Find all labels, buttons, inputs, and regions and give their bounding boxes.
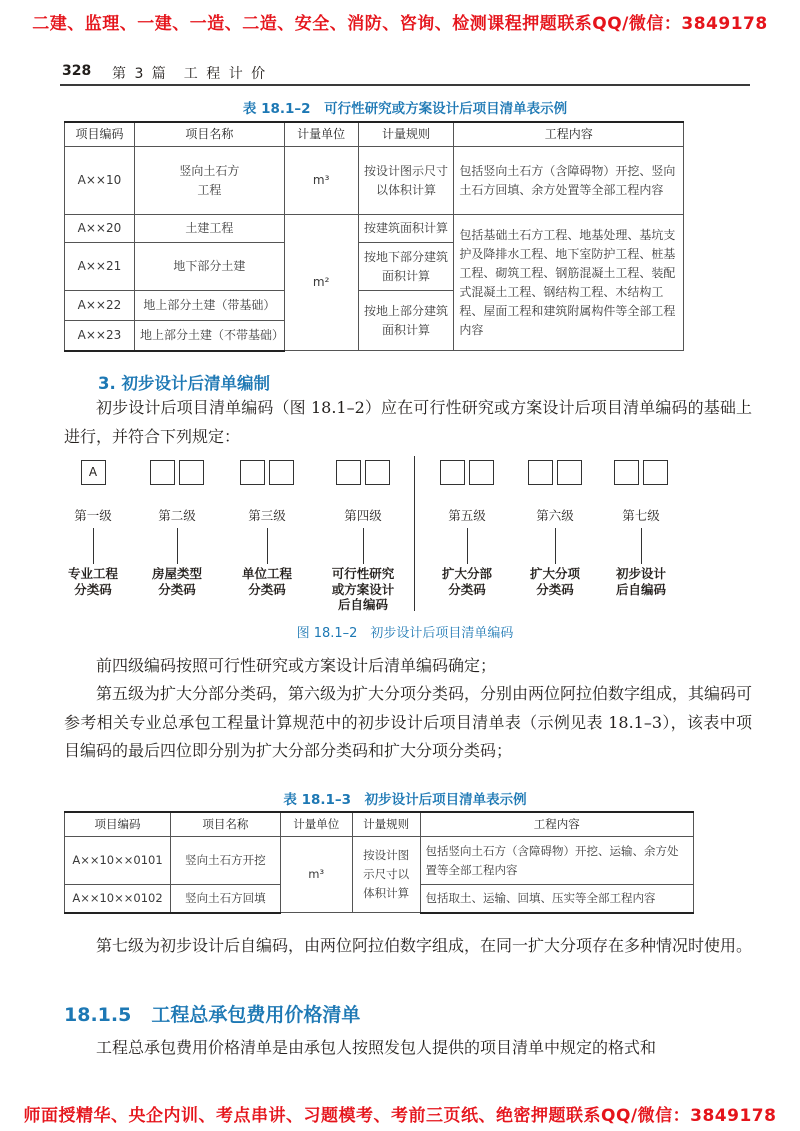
code-box: A	[81, 460, 106, 485]
code-box	[240, 460, 265, 485]
bottom-ad-banner: 师面授精华、央企内训、考点串讲、习题模考、考前三页纸、绝密押题联系QQ/微信：3849178	[23, 1106, 777, 1126]
table1-cell-code: A××20	[65, 215, 135, 243]
level-column-4	[328, 456, 398, 612]
table1-cell-rule: 按建筑面积计算	[358, 215, 454, 243]
table1-cell-name: 地上部分土建（带基础）	[134, 291, 284, 321]
table1-header-name: 项目名称	[134, 122, 284, 147]
table2-cell-name: 竖向土石方开挖	[170, 837, 280, 885]
level-desc: 扩大分部 分类码	[441, 566, 492, 597]
table1-cell-name: 地下部分土建	[134, 243, 284, 291]
table1-header-rule: 计量规则	[358, 122, 454, 147]
table1-caption: 表 18.1–2 可行性研究或方案设计后项目清单表示例	[242, 101, 568, 117]
connector-line	[363, 528, 364, 564]
paragraph: 第七级为初步设计后自编码，由两位阿拉伯数字组成，在同一扩大分项存在多种情况时使用。	[96, 936, 753, 955]
table1-cell-name: 地上部分土建（不带基础）	[134, 321, 284, 351]
table1-cell-code: A××10	[65, 147, 135, 215]
code-box	[336, 460, 361, 485]
table2-header-row	[65, 812, 694, 837]
code-box	[557, 460, 582, 485]
table-row	[65, 147, 684, 215]
level-desc: 单位工程 分类码	[241, 566, 292, 597]
top-ad-banner: 二建、监理、一建、一造、二造、安全、消防、咨询、检测课程押题联系QQ/微信：3849178	[32, 14, 768, 34]
table1-merged-unit: m²	[284, 215, 358, 351]
level-desc: 可行性研究 或方案设计 后自编码	[331, 566, 395, 612]
paragraph: 前四级编码按照可行性研究或方案设计后清单编码确定；	[96, 656, 497, 675]
level-label: 第四级	[344, 508, 382, 523]
connector-line	[267, 528, 268, 564]
level-label: 第三级	[248, 508, 286, 523]
paragraph: 工程总承包费用价格清单是由承包人按照发包人提供的项目清单中规定的格式和	[96, 1038, 657, 1057]
paragraph: 第五级为扩大分部分类码，第六级为扩大分项分类码，分别由两位阿拉伯数字组成，其编码可参考相关专业总承包工程量计算规范中的初步设计后项目清单表（示例见表 18.1–3），该表中项目编码的最后四位即分别为扩大分部分类码和扩大分项分类码；	[64, 684, 753, 760]
level-desc: 扩大分项 分类码	[529, 566, 580, 597]
level-column-6	[520, 456, 590, 606]
table1-cell-rule: 按地下部分建筑 面积计算	[358, 243, 454, 291]
level-label: 第七级	[622, 508, 660, 523]
table-row	[65, 837, 694, 885]
table1-cell-rule: 按设计图示尺寸 以体积计算	[358, 147, 454, 215]
level-desc: 初步设计 后自编码	[615, 566, 666, 597]
table1-header-code: 项目编码	[65, 122, 135, 147]
connector-line	[177, 528, 178, 564]
table-row	[65, 215, 684, 243]
section-heading	[64, 1000, 360, 1027]
level-column-3	[232, 456, 302, 606]
running-header	[60, 60, 750, 86]
table1-cell-name: 竖向土石方 工程	[134, 147, 284, 215]
table1-header-unit: 计量单位	[284, 122, 358, 147]
figure-caption: 图 18.1–2 初步设计后项目清单编码	[296, 626, 514, 641]
table1-cell-content: 包括竖向土石方（含障碍物）开挖、竖向土石方回填、余方处置等全部工程内容	[454, 147, 684, 215]
table1-cell-code: A××21	[65, 243, 135, 291]
section3-intro: 初步设计后项目清单编码（图 18.1–2）应在可行性研究或方案设计后项目清单编码的基础上进行，并符合下列规定：	[64, 398, 752, 446]
table1-cell-code: A××22	[65, 291, 135, 321]
level-label: 第五级	[448, 508, 486, 523]
table2-cell-content: 包括取土、运输、回填、压实等全部工程内容	[420, 885, 693, 913]
table2-cell-code: A××10××0102	[65, 885, 171, 913]
code-box	[269, 460, 294, 485]
code-box	[440, 460, 465, 485]
section-number: 18.1.5	[64, 1004, 132, 1026]
table1-merged-content: 包括基础土石方工程、地基处理、基坑支护及降排水工程、地下室防护工程、桩基工程、砌筑工程、钢筋混凝土工程、装配式混凝土工程、钢结构工程、木结构工程、屋面工程和建筑附属构件等全部工程内容	[454, 215, 684, 351]
level-label: 第一级	[74, 508, 112, 523]
level-desc: 房屋类型 分类码	[151, 566, 202, 597]
connector-line	[93, 528, 94, 564]
table1-cell-rule: 按地上部分建筑 面积计算	[358, 291, 454, 351]
table1-cell-code: A××23	[65, 321, 135, 351]
table2-cell-name: 竖向土石方回填	[170, 885, 280, 913]
code-box	[365, 460, 390, 485]
code-box	[469, 460, 494, 485]
table2-header-unit: 计量单位	[280, 812, 352, 837]
table2-header-rule: 计量规则	[352, 812, 420, 837]
code-box	[643, 460, 668, 485]
level-column-1	[60, 456, 126, 606]
table2-cell-code: A××10××0101	[65, 837, 171, 885]
level-column-7	[606, 456, 676, 606]
level-column-2	[142, 456, 212, 606]
code-box	[179, 460, 204, 485]
section-heading: 3. 初步设计后清单编制	[98, 374, 270, 393]
level-label: 第六级	[536, 508, 574, 523]
table2-merged-unit: m³	[280, 837, 352, 913]
table1-cell-name: 土建工程	[134, 215, 284, 243]
table2-caption: 表 18.1–3 初步设计后项目清单表示例	[283, 792, 527, 808]
table2-header-name: 项目名称	[170, 812, 280, 837]
code-box	[528, 460, 553, 485]
connector-line	[467, 528, 468, 564]
table2-header-content: 工程内容	[420, 812, 693, 837]
section-title: 工程总承包费用价格清单	[151, 1004, 361, 1026]
connector-line	[641, 528, 642, 564]
code-box	[150, 460, 175, 485]
part-title: 第 3 篇 工 程 计 价	[112, 66, 268, 82]
table2	[64, 811, 694, 914]
page-number: 328	[62, 63, 92, 79]
table2-merged-rule: 按设计图 示尺寸以 体积计算	[352, 837, 420, 913]
level-desc: 专业工程 分类码	[67, 566, 118, 597]
table1-header-content: 工程内容	[454, 122, 684, 147]
code-box	[614, 460, 639, 485]
connector-line	[555, 528, 556, 564]
table1-cell-unit: m³	[284, 147, 358, 215]
coding-diagram	[60, 456, 750, 616]
level-label: 第二级	[158, 508, 196, 523]
table1	[64, 121, 684, 352]
level-column-5	[432, 456, 502, 606]
table2-header-code: 项目编码	[65, 812, 171, 837]
table2-cell-content: 包括竖向土石方（含障碍物）开挖、运输、余方处置等全部工程内容	[420, 837, 693, 885]
table1-header-row	[65, 122, 684, 147]
